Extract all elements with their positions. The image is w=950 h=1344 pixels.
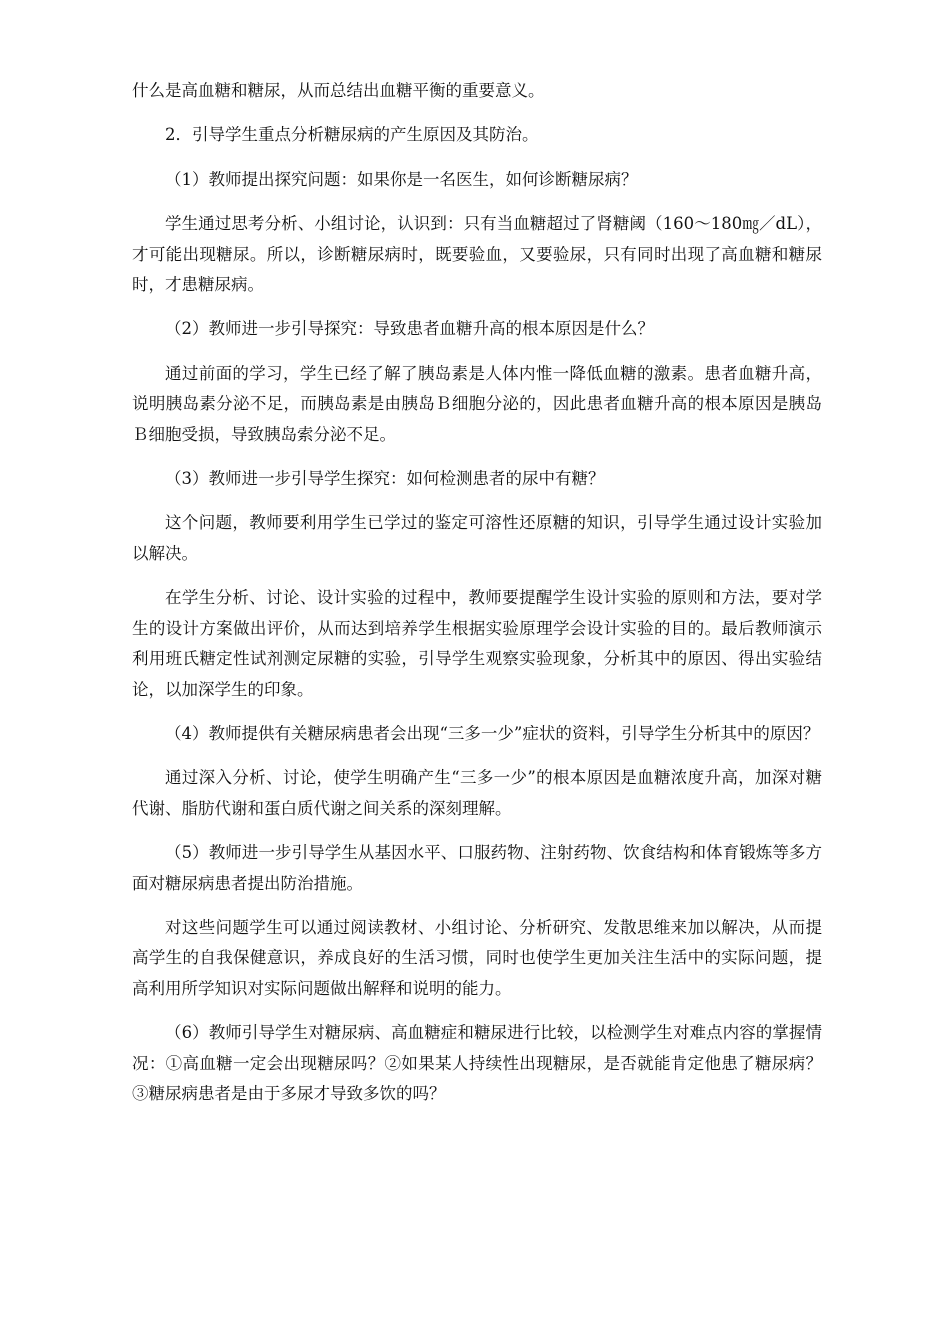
answer-3a: 这个问题，教师要利用学生已学过的鉴定可溶性还原糖的知识，引导学生通过设计实验加以解决。 [132, 513, 822, 563]
question-6: （6）教师引导学生对糖尿病、高血糖症和糖尿进行比较，以检测学生对难点内容的掌握情况：①高血糖一定会出现糖尿吗？②如果某人持续性出现糖尿，是否就能肯定他患了糖尿病？③糖尿病患者是由于多尿才导致多饮的吗？ [132, 1023, 822, 1103]
section-heading-2: 2．引导学生重点分析糖尿病的产生原因及其防治。 [165, 125, 539, 145]
question-3: （3）教师进一步引导学生探究：如何检测患者的尿中有糖？ [165, 469, 605, 489]
question-1: （1）教师提出探究问题：如果你是一名医生，如何诊断糖尿病？ [165, 169, 638, 189]
answer-1: 学生通过思考分析、小组讨论，认识到：只有当血糖超过了肾糖阈（160～180㎎／dL），才可能出现糖尿。所以，诊断糖尿病时，既要验血，又要验尿，只有同时出现了高血糖和糖尿时，才患糖尿病。 [132, 214, 822, 295]
answer-5: 对这些问题学生可以通过阅读教材、小组讨论、分析研究、发散思维来加以解决，从而提高学生的自我保健意识，养成良好的生活习惯，同时也使学生更加关注生活中的实际问题，提高利用所学知识对实际问题做出解释和说明的能力。 [132, 917, 822, 998]
question-5: （5）教师进一步引导学生从基因水平、口服药物、注射药物、饮食结构和体育锻炼等多方面对糖尿病患者提出防治措施。 [132, 843, 822, 893]
question-4: （4）教师提供有关糖尿病患者会出现“三多一少”症状的资料，引导学生分析其中的原因？ [165, 723, 820, 743]
answer-3b: 在学生分析、讨论、设计实验的过程中，教师要提醒学生设计实验的原则和方法，要对学生的设计方案做出评价，从而达到培养学生根据实验原理学会设计实验的目的。最后教师演示利用班氏糖定性试剂测定尿糖的实验，引导学生观察实验现象，分析其中的原因、得出实验结论，以加深学生的印象。 [132, 588, 822, 699]
document-body [132, 76, 822, 1123]
answer-4: 通过深入分析、讨论，使学生明确产生“三多一少”的根本原因是血糖浓度升高，加深对糖代谢、脂肪代谢和蛋白质代谢之间关系的深刻理解。 [132, 768, 822, 818]
paragraph-continuation: 什么是高血糖和糖尿，从而总结出血糖平衡的重要意义。 [132, 81, 545, 100]
answer-2: 通过前面的学习，学生已经了解了胰岛素是人体内惟一降低血糖的激素。患者血糖升高，说明胰岛素分泌不足，而胰岛素是由胰岛Ｂ细胞分泌的，因此患者血糖升高的根本原因是胰岛Ｂ细胞受损，导致胰岛索分泌不足。 [132, 363, 822, 444]
question-2: （2）教师进一步引导探究：导致患者血糖升高的根本原因是什么？ [165, 319, 654, 339]
